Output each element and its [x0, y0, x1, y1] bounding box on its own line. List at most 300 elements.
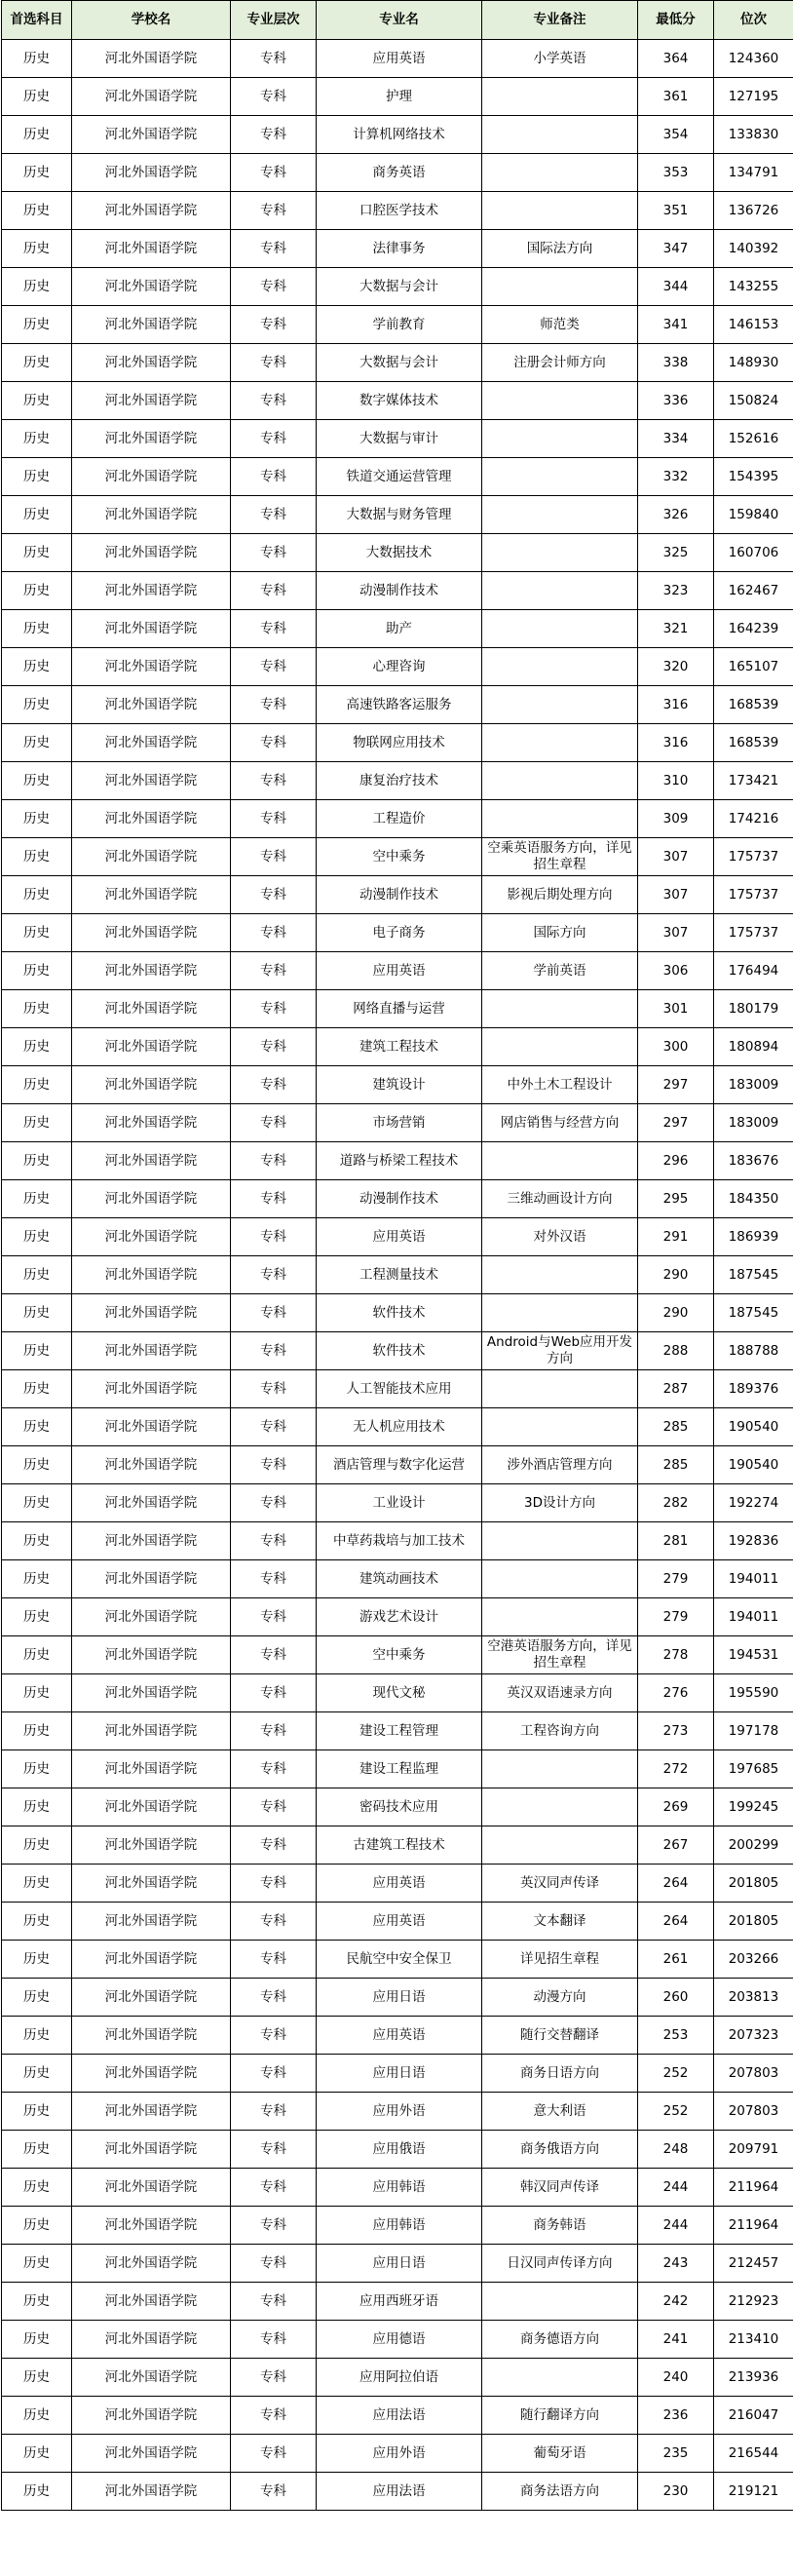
cell-subject: 历史 — [2, 1826, 72, 1865]
cell-min-score: 326 — [638, 496, 714, 534]
cell-school: 河北外国语学院 — [72, 2245, 231, 2283]
cell-level: 专科 — [231, 1712, 317, 1750]
cell-subject: 历史 — [2, 1522, 72, 1560]
header-major: 专业名 — [317, 1, 482, 40]
cell-min-score: 291 — [638, 1218, 714, 1256]
table-row — [2, 40, 793, 78]
cell-min-score: 236 — [638, 2397, 714, 2435]
cell-rank: 124360 — [714, 40, 793, 78]
header-subject: 首选科目 — [2, 1, 72, 40]
cell-min-score: 242 — [638, 2283, 714, 2321]
cell-school: 河北外国语学院 — [72, 116, 231, 154]
cell-min-score: 338 — [638, 344, 714, 382]
cell-note: 空港英语服务方向，详见招生章程 — [482, 1636, 638, 1674]
cell-subject: 历史 — [2, 2207, 72, 2245]
cell-major: 助产 — [317, 610, 482, 648]
cell-min-score: 252 — [638, 2093, 714, 2131]
cell-subject: 历史 — [2, 382, 72, 420]
cell-note: 商务法语方向 — [482, 2473, 638, 2511]
cell-level: 专科 — [231, 192, 317, 230]
cell-school: 河北外国语学院 — [72, 1560, 231, 1598]
table-row — [2, 1636, 793, 1674]
header-school: 学校名 — [72, 1, 231, 40]
cell-min-score: 276 — [638, 1674, 714, 1712]
cell-level: 专科 — [231, 1028, 317, 1066]
cell-rank: 216047 — [714, 2397, 793, 2435]
cell-note — [482, 382, 638, 420]
cell-note: 日汉同声传译方向 — [482, 2245, 638, 2283]
table-row — [2, 496, 793, 534]
header-min-score: 最低分 — [638, 1, 714, 40]
cell-level: 专科 — [231, 838, 317, 876]
cell-rank: 207803 — [714, 2055, 793, 2093]
table-row — [2, 458, 793, 496]
cell-school: 河北外国语学院 — [72, 990, 231, 1028]
cell-note: 商务俄语方向 — [482, 2131, 638, 2169]
table-row — [2, 610, 793, 648]
cell-min-score: 310 — [638, 762, 714, 800]
cell-subject: 历史 — [2, 1636, 72, 1674]
cell-level: 专科 — [231, 1674, 317, 1712]
cell-min-score: 316 — [638, 724, 714, 762]
cell-subject: 历史 — [2, 40, 72, 78]
cell-school: 河北外国语学院 — [72, 800, 231, 838]
cell-rank: 194011 — [714, 1560, 793, 1598]
header-rank: 位次 — [714, 1, 793, 40]
cell-major: 市场营销 — [317, 1104, 482, 1142]
cell-rank: 133830 — [714, 116, 793, 154]
cell-note: 国际法方向 — [482, 230, 638, 268]
cell-note: 意大利语 — [482, 2093, 638, 2131]
cell-note — [482, 458, 638, 496]
cell-note: 葡萄牙语 — [482, 2435, 638, 2473]
cell-major: 无人机应用技术 — [317, 1408, 482, 1446]
cell-rank: 192836 — [714, 1522, 793, 1560]
cell-major: 动漫制作技术 — [317, 572, 482, 610]
cell-note: 注册会计师方向 — [482, 344, 638, 382]
cell-note: 商务韩语 — [482, 2207, 638, 2245]
cell-major: 软件技术 — [317, 1294, 482, 1332]
cell-min-score: 297 — [638, 1104, 714, 1142]
cell-subject: 历史 — [2, 724, 72, 762]
cell-note — [482, 1522, 638, 1560]
cell-min-score: 344 — [638, 268, 714, 306]
cell-note — [482, 1826, 638, 1865]
cell-school: 河北外国语学院 — [72, 1712, 231, 1750]
table-row — [2, 876, 793, 914]
cell-major: 应用韩语 — [317, 2207, 482, 2245]
cell-note — [482, 686, 638, 724]
table-row — [2, 800, 793, 838]
cell-major: 应用俄语 — [317, 2131, 482, 2169]
header-note: 专业备注 — [482, 1, 638, 40]
cell-min-score: 301 — [638, 990, 714, 1028]
cell-level: 专科 — [231, 686, 317, 724]
cell-min-score: 295 — [638, 1180, 714, 1218]
cell-rank: 173421 — [714, 762, 793, 800]
cell-school: 河北外国语学院 — [72, 1180, 231, 1218]
table-row — [2, 344, 793, 382]
cell-min-score: 279 — [638, 1598, 714, 1636]
cell-min-score: 282 — [638, 1484, 714, 1522]
cell-major: 民航空中安全保卫 — [317, 1941, 482, 1979]
cell-level: 专科 — [231, 610, 317, 648]
cell-rank: 213936 — [714, 2359, 793, 2397]
table-row — [2, 1370, 793, 1408]
cell-rank: 201805 — [714, 1865, 793, 1903]
cell-rank: 168539 — [714, 686, 793, 724]
cell-subject: 历史 — [2, 1408, 72, 1446]
cell-note: 涉外酒店管理方向 — [482, 1446, 638, 1484]
cell-level: 专科 — [231, 1066, 317, 1104]
cell-level: 专科 — [231, 1408, 317, 1446]
cell-school: 河北外国语学院 — [72, 1788, 231, 1826]
cell-subject: 历史 — [2, 800, 72, 838]
cell-major: 应用日语 — [317, 2055, 482, 2093]
table-row — [2, 1332, 793, 1370]
table-row — [2, 762, 793, 800]
cell-major: 建筑动画技术 — [317, 1560, 482, 1598]
cell-school: 河北外国语学院 — [72, 2283, 231, 2321]
table-row — [2, 990, 793, 1028]
table-row — [2, 1104, 793, 1142]
cell-level: 专科 — [231, 990, 317, 1028]
cell-subject: 历史 — [2, 2131, 72, 2169]
cell-note — [482, 192, 638, 230]
cell-rank: 165107 — [714, 648, 793, 686]
cell-level: 专科 — [231, 78, 317, 116]
cell-subject: 历史 — [2, 154, 72, 192]
cell-level: 专科 — [231, 534, 317, 572]
cell-note — [482, 2283, 638, 2321]
cell-min-score: 354 — [638, 116, 714, 154]
cell-subject: 历史 — [2, 838, 72, 876]
cell-school: 河北外国语学院 — [72, 1484, 231, 1522]
cell-major: 工业设计 — [317, 1484, 482, 1522]
cell-level: 专科 — [231, 40, 317, 78]
cell-level: 专科 — [231, 1256, 317, 1294]
cell-min-score: 244 — [638, 2169, 714, 2207]
cell-school: 河北外国语学院 — [72, 1750, 231, 1788]
cell-subject: 历史 — [2, 686, 72, 724]
cell-min-score: 353 — [638, 154, 714, 192]
admission-table — [1, 0, 793, 2511]
cell-major: 应用外语 — [317, 2435, 482, 2473]
cell-subject: 历史 — [2, 2321, 72, 2359]
table-row — [2, 2207, 793, 2245]
cell-school: 河北外国语学院 — [72, 952, 231, 990]
cell-school: 河北外国语学院 — [72, 496, 231, 534]
cell-school: 河北外国语学院 — [72, 724, 231, 762]
cell-min-score: 279 — [638, 1560, 714, 1598]
cell-school: 河北外国语学院 — [72, 2397, 231, 2435]
cell-major: 现代文秘 — [317, 1674, 482, 1712]
cell-rank: 200299 — [714, 1826, 793, 1865]
cell-school: 河北外国语学院 — [72, 534, 231, 572]
cell-level: 专科 — [231, 2359, 317, 2397]
cell-min-score: 306 — [638, 952, 714, 990]
cell-level: 专科 — [231, 2397, 317, 2435]
table-row — [2, 1903, 793, 1941]
cell-school: 河北外国语学院 — [72, 382, 231, 420]
cell-subject: 历史 — [2, 1941, 72, 1979]
cell-major: 应用英语 — [317, 2017, 482, 2055]
cell-rank: 146153 — [714, 306, 793, 344]
cell-level: 专科 — [231, 116, 317, 154]
cell-subject: 历史 — [2, 496, 72, 534]
cell-subject: 历史 — [2, 306, 72, 344]
cell-rank: 199245 — [714, 1788, 793, 1826]
cell-note — [482, 1408, 638, 1446]
cell-note — [482, 762, 638, 800]
cell-school: 河北外国语学院 — [72, 2207, 231, 2245]
cell-rank: 140392 — [714, 230, 793, 268]
table-row — [2, 1066, 793, 1104]
cell-major: 应用英语 — [317, 40, 482, 78]
cell-school: 河北外国语学院 — [72, 1294, 231, 1332]
cell-major: 大数据与财务管理 — [317, 496, 482, 534]
table-row — [2, 1218, 793, 1256]
cell-min-score: 269 — [638, 1788, 714, 1826]
cell-major: 建筑设计 — [317, 1066, 482, 1104]
cell-min-score: 235 — [638, 2435, 714, 2473]
cell-level: 专科 — [231, 800, 317, 838]
cell-min-score: 273 — [638, 1712, 714, 1750]
cell-level: 专科 — [231, 2093, 317, 2131]
cell-school: 河北外国语学院 — [72, 2055, 231, 2093]
table-row — [2, 2055, 793, 2093]
cell-min-score: 288 — [638, 1332, 714, 1370]
table-row — [2, 2435, 793, 2473]
cell-major: 建筑工程技术 — [317, 1028, 482, 1066]
cell-rank: 164239 — [714, 610, 793, 648]
cell-subject: 历史 — [2, 268, 72, 306]
cell-rank: 216544 — [714, 2435, 793, 2473]
cell-min-score: 272 — [638, 1750, 714, 1788]
table-row — [2, 1028, 793, 1066]
cell-subject: 历史 — [2, 1218, 72, 1256]
cell-major: 高速铁路客运服务 — [317, 686, 482, 724]
cell-school: 河北外国语学院 — [72, 458, 231, 496]
cell-school: 河北外国语学院 — [72, 1522, 231, 1560]
cell-level: 专科 — [231, 306, 317, 344]
cell-school: 河北外国语学院 — [72, 420, 231, 458]
cell-level: 专科 — [231, 1294, 317, 1332]
table-row — [2, 2169, 793, 2207]
cell-school: 河北外国语学院 — [72, 1370, 231, 1408]
table-row — [2, 1979, 793, 2017]
cell-subject: 历史 — [2, 1865, 72, 1903]
cell-rank: 194531 — [714, 1636, 793, 1674]
cell-rank: 190540 — [714, 1446, 793, 1484]
cell-subject: 历史 — [2, 762, 72, 800]
cell-major: 商务英语 — [317, 154, 482, 192]
cell-min-score: 281 — [638, 1522, 714, 1560]
cell-school: 河北外国语学院 — [72, 2473, 231, 2511]
cell-school: 河北外国语学院 — [72, 1941, 231, 1979]
table-row — [2, 1256, 793, 1294]
cell-note — [482, 154, 638, 192]
cell-subject: 历史 — [2, 2245, 72, 2283]
cell-major: 应用法语 — [317, 2473, 482, 2511]
cell-min-score: 287 — [638, 1370, 714, 1408]
cell-subject: 历史 — [2, 2169, 72, 2207]
cell-level: 专科 — [231, 344, 317, 382]
cell-major: 空中乘务 — [317, 1636, 482, 1674]
cell-major: 人工智能技术应用 — [317, 1370, 482, 1408]
cell-level: 专科 — [231, 762, 317, 800]
cell-level: 专科 — [231, 2321, 317, 2359]
cell-subject: 历史 — [2, 1484, 72, 1522]
cell-major: 应用英语 — [317, 1218, 482, 1256]
cell-major: 空中乘务 — [317, 838, 482, 876]
cell-subject: 历史 — [2, 1180, 72, 1218]
cell-major: 大数据技术 — [317, 534, 482, 572]
table-row — [2, 1674, 793, 1712]
cell-rank: 211964 — [714, 2207, 793, 2245]
cell-subject: 历史 — [2, 1256, 72, 1294]
header-row — [2, 1, 793, 40]
cell-note: 商务德语方向 — [482, 2321, 638, 2359]
cell-note: 随行翻译方向 — [482, 2397, 638, 2435]
table-row — [2, 572, 793, 610]
cell-min-score: 252 — [638, 2055, 714, 2093]
cell-min-score: 290 — [638, 1294, 714, 1332]
cell-school: 河北外国语学院 — [72, 2321, 231, 2359]
cell-major: 大数据与审计 — [317, 420, 482, 458]
cell-level: 专科 — [231, 1598, 317, 1636]
cell-level: 专科 — [231, 2131, 317, 2169]
cell-level: 专科 — [231, 2435, 317, 2473]
cell-subject: 历史 — [2, 1712, 72, 1750]
cell-note — [482, 1560, 638, 1598]
cell-school: 河北外国语学院 — [72, 344, 231, 382]
cell-subject: 历史 — [2, 1332, 72, 1370]
cell-rank: 143255 — [714, 268, 793, 306]
table-row — [2, 154, 793, 192]
cell-level: 专科 — [231, 458, 317, 496]
cell-subject: 历史 — [2, 648, 72, 686]
cell-level: 专科 — [231, 2283, 317, 2321]
cell-school: 河北外国语学院 — [72, 1636, 231, 1674]
cell-level: 专科 — [231, 382, 317, 420]
cell-level: 专科 — [231, 572, 317, 610]
cell-min-score: 307 — [638, 914, 714, 952]
header-level: 专业层次 — [231, 1, 317, 40]
cell-subject: 历史 — [2, 1788, 72, 1826]
table-row — [2, 2321, 793, 2359]
cell-major: 建设工程监理 — [317, 1750, 482, 1788]
table-header — [2, 1, 793, 40]
cell-subject: 历史 — [2, 2017, 72, 2055]
table-row — [2, 192, 793, 230]
table-row — [2, 116, 793, 154]
cell-rank: 188788 — [714, 1332, 793, 1370]
cell-school: 河北外国语学院 — [72, 1256, 231, 1294]
cell-major: 酒店管理与数字化运营 — [317, 1446, 482, 1484]
cell-major: 密码技术应用 — [317, 1788, 482, 1826]
cell-note — [482, 268, 638, 306]
table-row — [2, 420, 793, 458]
cell-min-score: 278 — [638, 1636, 714, 1674]
cell-level: 专科 — [231, 2245, 317, 2283]
cell-school: 河北外国语学院 — [72, 2017, 231, 2055]
cell-level: 专科 — [231, 1941, 317, 1979]
cell-level: 专科 — [231, 1522, 317, 1560]
cell-major: 应用日语 — [317, 1979, 482, 2017]
cell-school: 河北外国语学院 — [72, 268, 231, 306]
cell-note: 文本翻译 — [482, 1903, 638, 1941]
cell-level: 专科 — [231, 914, 317, 952]
cell-min-score: 334 — [638, 420, 714, 458]
table-row — [2, 1598, 793, 1636]
cell-min-score: 244 — [638, 2207, 714, 2245]
cell-note — [482, 496, 638, 534]
cell-subject: 历史 — [2, 1560, 72, 1598]
cell-note: 中外土木工程设计 — [482, 1066, 638, 1104]
cell-note: 影视后期处理方向 — [482, 876, 638, 914]
cell-school: 河北外国语学院 — [72, 40, 231, 78]
cell-subject: 历史 — [2, 2473, 72, 2511]
table-row — [2, 1750, 793, 1788]
cell-school: 河北外国语学院 — [72, 1446, 231, 1484]
cell-level: 专科 — [231, 952, 317, 990]
cell-school: 河北外国语学院 — [72, 762, 231, 800]
cell-note: 英汉同声传译 — [482, 1865, 638, 1903]
cell-min-score: 264 — [638, 1865, 714, 1903]
table-row — [2, 1142, 793, 1180]
cell-min-score: 361 — [638, 78, 714, 116]
cell-subject: 历史 — [2, 2397, 72, 2435]
cell-note: 对外汉语 — [482, 1218, 638, 1256]
cell-rank: 207803 — [714, 2093, 793, 2131]
table-row — [2, 686, 793, 724]
cell-rank: 209791 — [714, 2131, 793, 2169]
cell-school: 河北外国语学院 — [72, 306, 231, 344]
cell-level: 专科 — [231, 648, 317, 686]
cell-min-score: 290 — [638, 1256, 714, 1294]
cell-subject: 历史 — [2, 1903, 72, 1941]
cell-rank: 176494 — [714, 952, 793, 990]
cell-level: 专科 — [231, 420, 317, 458]
cell-subject: 历史 — [2, 420, 72, 458]
table-row — [2, 534, 793, 572]
table-row — [2, 724, 793, 762]
cell-rank: 197178 — [714, 1712, 793, 1750]
cell-min-score: 336 — [638, 382, 714, 420]
cell-note: 工程咨询方向 — [482, 1712, 638, 1750]
table-row — [2, 1560, 793, 1598]
cell-major: 中草药栽培与加工技术 — [317, 1522, 482, 1560]
table-row — [2, 648, 793, 686]
cell-rank: 201805 — [714, 1903, 793, 1941]
cell-school: 河北外国语学院 — [72, 1979, 231, 2017]
cell-rank: 134791 — [714, 154, 793, 192]
cell-min-score: 316 — [638, 686, 714, 724]
cell-major: 网络直播与运营 — [317, 990, 482, 1028]
cell-min-score: 264 — [638, 1903, 714, 1941]
cell-min-score: 243 — [638, 2245, 714, 2283]
cell-rank: 192274 — [714, 1484, 793, 1522]
cell-school: 河北外国语学院 — [72, 610, 231, 648]
cell-subject: 历史 — [2, 78, 72, 116]
table-row — [2, 838, 793, 876]
cell-rank: 203813 — [714, 1979, 793, 2017]
cell-note — [482, 1370, 638, 1408]
cell-rank: 160706 — [714, 534, 793, 572]
cell-school: 河北外国语学院 — [72, 2359, 231, 2397]
cell-rank: 195590 — [714, 1674, 793, 1712]
